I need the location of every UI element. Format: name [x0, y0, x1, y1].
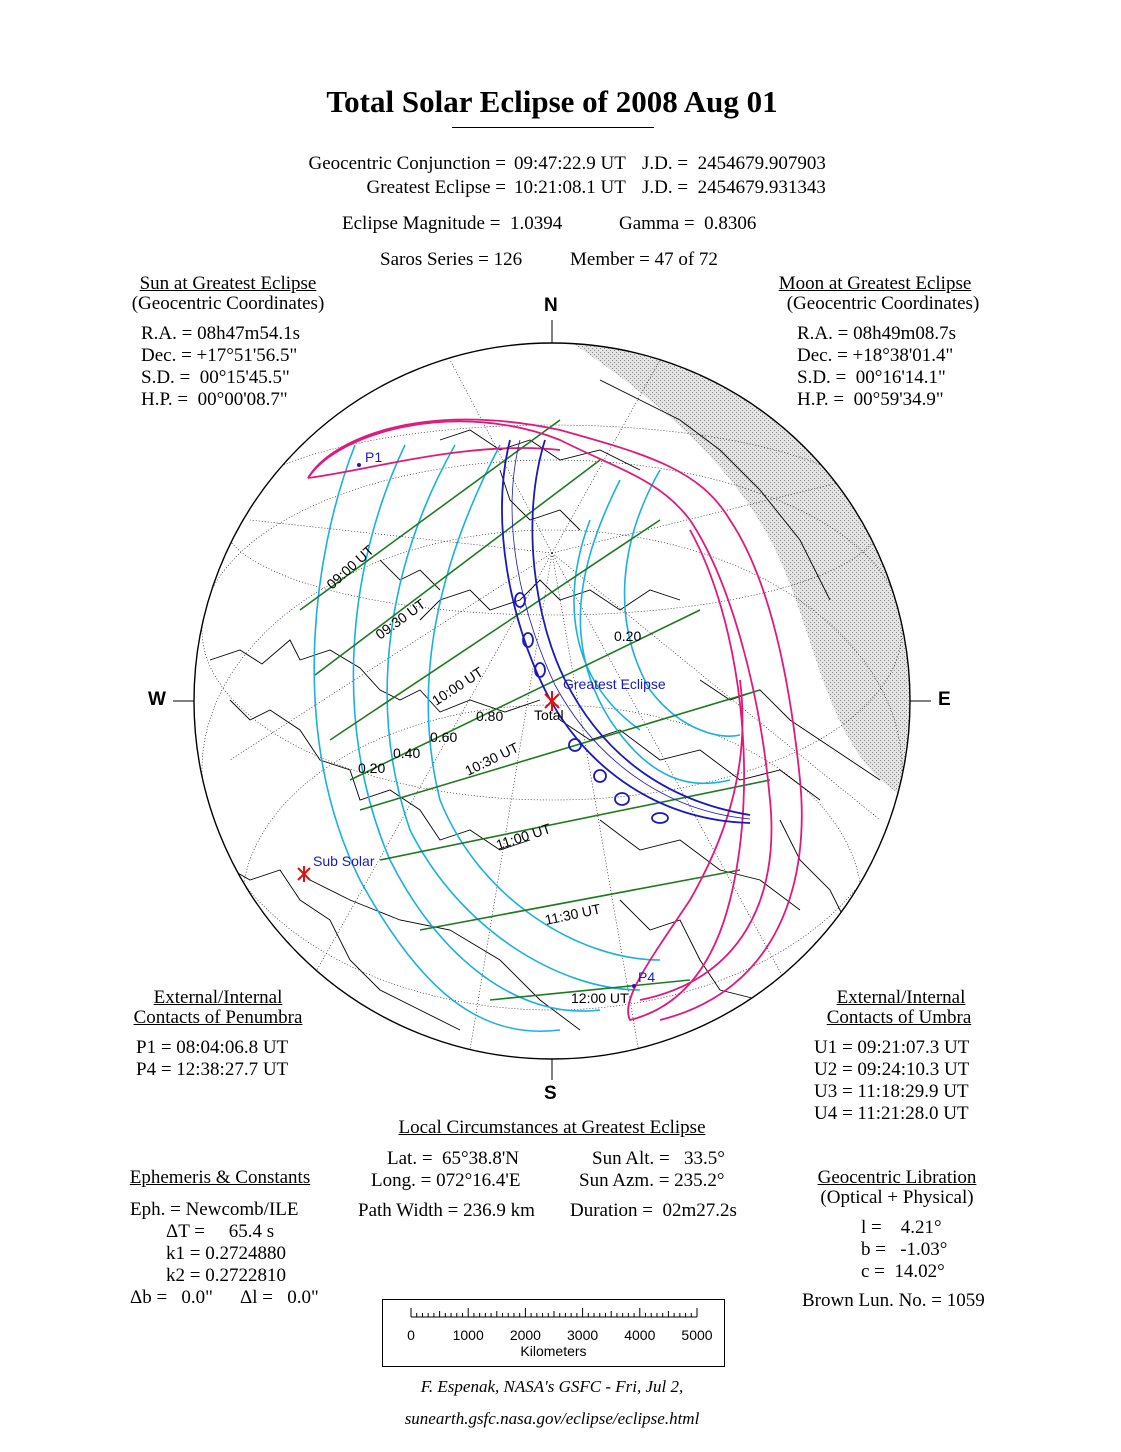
sun-sd: S.D. = 00°15'45.5" — [141, 367, 290, 388]
libration-l: l = 4.21° — [861, 1217, 942, 1238]
greatest-eclipse-label: Greatest Eclipse = — [366, 177, 506, 198]
conjunction-time: 09:47:22.9 UT — [514, 153, 626, 174]
libration-b: b = -1.03° — [861, 1239, 948, 1260]
mag-label-020-east: 0.20 — [614, 628, 642, 644]
umbra-heading-1: External/Internal — [836, 987, 966, 1008]
local-path-width: Path Width = 236.9 km — [358, 1200, 535, 1221]
ephemeris-k2: k2 = 0.2722810 — [166, 1265, 286, 1286]
time-label-0900: 09:00 UT — [323, 541, 377, 593]
time-label-1130: 11:30 UT — [543, 900, 602, 928]
ephemeris-delta-b: Δb = 0.0" — [130, 1287, 213, 1308]
scale-tick-label: 5000 — [681, 1327, 713, 1343]
moon-heading: Moon at Greatest Eclipse — [778, 273, 972, 294]
time-label-1100: 11:00 UT — [493, 820, 553, 853]
local-lat: Lat. = 65°38.8'N — [387, 1148, 520, 1169]
mag-label-040: 0.40 — [393, 745, 421, 761]
mag-label-020-west: 0.20 — [358, 760, 386, 776]
saros-series: Saros Series = 126 — [380, 249, 523, 270]
brown-lunation: Brown Lun. No. = 1059 — [802, 1290, 985, 1311]
mag-label-060: 0.60 — [430, 729, 458, 745]
sun-heading: Sun at Greatest Eclipse — [139, 273, 317, 294]
sun-hp: H.P. = 00°00'08.7" — [141, 389, 288, 410]
time-label-1000: 10:00 UT — [428, 663, 486, 709]
ephemeris-eph: Eph. = Newcomb/ILE — [130, 1199, 299, 1220]
local-sun-alt: Sun Alt. = 33.5° — [592, 1148, 725, 1169]
moon-dec: Dec. = +18°38'01.4" — [797, 345, 954, 366]
p1-point — [357, 463, 361, 467]
distance-scale — [382, 1299, 725, 1367]
ephemeris-heading: Ephemeris & Constants — [129, 1167, 311, 1188]
sun-ra: R.A. = 08h47m54.1s — [141, 323, 301, 344]
p4-label: P4 — [638, 969, 656, 985]
moon-hp: H.P. = 00°59'34.9" — [797, 389, 944, 410]
credit-line-1: F. Espenak, NASA's GSFC - Fri, Jul 2, — [420, 1377, 684, 1396]
conjunction-label: Geocentric Conjunction = — [308, 153, 506, 174]
greatest-eclipse-jd: J.D. = 2454679.931343 — [642, 177, 826, 198]
penumbra-heading-2: Contacts of Penumbra — [133, 1007, 303, 1028]
east-label: E — [938, 689, 951, 710]
umbra-u1: U1 = 09:21:07.3 UT — [814, 1037, 970, 1058]
ephemeris-delta-l: Δl = 0.0" — [240, 1287, 319, 1308]
penumbra-p1: P1 = 08:04:06.8 UT — [136, 1037, 289, 1058]
eclipse-gamma: Gamma = 0.8306 — [619, 213, 757, 234]
sub-solar-label: Sub Solar — [313, 853, 375, 869]
ephemeris-k1: k1 = 0.2724880 — [166, 1243, 286, 1264]
moon-ra: R.A. = 08h49m08.7s — [797, 323, 957, 344]
local-duration: Duration = 02m27.2s — [570, 1200, 737, 1221]
penumbra-p4: P4 = 12:38:27.7 UT — [136, 1059, 289, 1080]
local-heading: Local Circumstances at Greatest Eclipse — [398, 1117, 706, 1138]
p4-point — [632, 984, 636, 988]
local-long: Long. = 072°16.4'E — [371, 1170, 521, 1191]
conjunction-jd: J.D. = 2454679.907903 — [642, 153, 826, 174]
mag-label-080: 0.80 — [476, 708, 504, 724]
north-label: N — [544, 295, 558, 316]
ephemeris-delta-t: ΔT = 65.4 s — [166, 1221, 275, 1242]
scale-tick-label: 3000 — [567, 1327, 599, 1343]
total-label: Total — [534, 707, 564, 723]
eclipse-magnitude: Eclipse Magnitude = 1.0394 — [342, 213, 563, 234]
scale-tick-label: 4000 — [624, 1327, 656, 1343]
umbra-u4: U4 = 11:21:28.0 UT — [814, 1103, 969, 1124]
west-label: W — [148, 689, 166, 710]
saros-member: Member = 47 of 72 — [570, 249, 718, 270]
greatest-eclipse-time: 10:21:08.1 UT — [514, 177, 626, 198]
greatest-eclipse-label: Greatest Eclipse — [563, 676, 666, 692]
sun-subheading: (Geocentric Coordinates) — [131, 293, 325, 314]
umbra-u3: U3 = 11:18:29.9 UT — [814, 1081, 969, 1102]
penumbra-heading-1: External/Internal — [153, 987, 283, 1008]
libration-subheading: (Optical + Physical) — [820, 1187, 974, 1208]
time-label-1030: 10:30 UT — [462, 739, 522, 779]
page-title: Total Solar Eclipse of 2008 Aug 01 — [326, 84, 778, 119]
local-sun-azm: Sun Azm. = 235.2° — [579, 1170, 725, 1191]
south-label: S — [544, 1083, 557, 1104]
credit-line-2: sunearth.gsfc.nasa.gov/eclipse/eclipse.html — [404, 1409, 700, 1428]
umbra-u2: U2 = 09:24:10.3 UT — [814, 1059, 970, 1080]
scale-tick-label: 1000 — [452, 1327, 484, 1343]
scale-tick-label: 0 — [407, 1327, 415, 1343]
time-label-1200: 12:00 UT — [571, 990, 629, 1006]
libration-c: c = 14.02° — [861, 1261, 945, 1282]
sun-dec: Dec. = +17°51'56.5" — [141, 345, 298, 366]
scale-tick-label: 2000 — [509, 1327, 541, 1343]
libration-heading: Geocentric Libration — [817, 1167, 977, 1188]
moon-sd: S.D. = 00°16'14.1" — [797, 367, 946, 388]
p1-label: P1 — [365, 449, 383, 465]
umbra-heading-2: Contacts of Umbra — [826, 1007, 972, 1028]
time-label-0930: 09:30 UT — [372, 595, 429, 643]
scale-unit: Kilometers — [520, 1343, 587, 1359]
moon-subheading: (Geocentric Coordinates) — [786, 293, 980, 314]
